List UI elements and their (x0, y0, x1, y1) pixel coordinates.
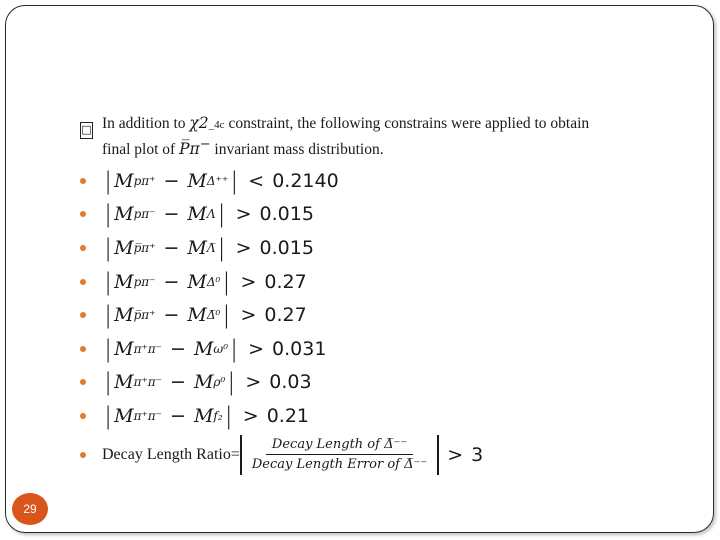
constraint-item (80, 198, 680, 232)
intro-line2-rest: invariant mass distribution. (210, 141, 384, 159)
constraint-value: 0.03 (269, 371, 312, 394)
constraint-expression: | M p̅π⁺ − M Δ̅⁰ | > 0.27 (104, 301, 307, 330)
bullet-dot (80, 379, 86, 385)
decay-comparison: > 3 (447, 443, 484, 466)
intro-line2-start: final plot of (102, 141, 180, 159)
bullet-dot (80, 452, 86, 458)
constraint-item (80, 399, 680, 433)
constraint-value: 0.015 (259, 203, 314, 226)
constraint-value: 0.031 (272, 337, 327, 360)
intro-paragraph (80, 114, 690, 159)
bullet-dot (80, 245, 86, 251)
constraint-expression: | M π⁺π⁻ − M f₂ | > 0.21 (104, 401, 309, 430)
constraint-value: 0.21 (266, 404, 309, 427)
constraint-expression: | M pπ⁺ − M Δ⁺⁺ | < 0.2140 (104, 166, 339, 195)
decay-numerator: Decay Length of Δ̅⁻⁻ (266, 437, 413, 455)
decay-ratio-label: Decay Length Ratio= (102, 445, 240, 463)
constraint-expression: | M π⁺π⁻ − M ω⁰ | > 0.031 (104, 334, 327, 363)
constraint-item (80, 164, 680, 198)
chi-symbol: χ2 (189, 114, 209, 132)
constraint-expression: | M p̅π⁺ − M Λ̅ | > 0.015 (104, 233, 314, 262)
decay-denominator: Decay Length Error of Δ̅⁻⁻ (251, 457, 428, 473)
intro-line1-start: In addition to (102, 115, 190, 132)
constraint-expression: | M π⁺π⁻ − M ρ⁰ | > 0.03 (104, 368, 312, 397)
decay-ratio-item (80, 433, 680, 477)
bullet-dot (80, 413, 86, 419)
constraint-value: 0.27 (264, 304, 307, 327)
intro-text (80, 114, 690, 159)
constraint-item (80, 265, 680, 299)
constraint-expression: | M pπ⁻ − M Λ | > 0.015 (104, 200, 314, 229)
constraint-expression: | M pπ⁻ − M Δ⁰ | > 0.27 (104, 267, 307, 296)
page-number-badge: 29 (12, 493, 48, 525)
bullet-dot (80, 346, 86, 352)
missing-glyph-icon: □ (80, 122, 93, 139)
chi-subscript: _4c (208, 119, 225, 131)
bullet-dot (80, 211, 86, 217)
constraint-value: 0.2140 (272, 169, 339, 192)
bullet-dot (80, 312, 86, 318)
abs-bar-right (437, 435, 439, 475)
ppi-symbol: P̅π (179, 140, 200, 159)
abs-bar-left (240, 435, 242, 475)
constraint-item (80, 231, 680, 265)
constraint-value: 0.015 (259, 236, 314, 259)
constraint-item (80, 298, 680, 332)
constraint-value: 0.27 (264, 270, 307, 293)
intro-line1-rest: constraint, the following constrains were applied to obtain (224, 115, 590, 132)
bullet-dot (80, 178, 86, 184)
decay-fraction (246, 437, 433, 472)
constraint-list (80, 164, 680, 477)
ppi-sup: − (199, 137, 211, 152)
bullet-dot (80, 279, 86, 285)
constraint-item (80, 332, 680, 366)
constraint-item (80, 366, 680, 400)
